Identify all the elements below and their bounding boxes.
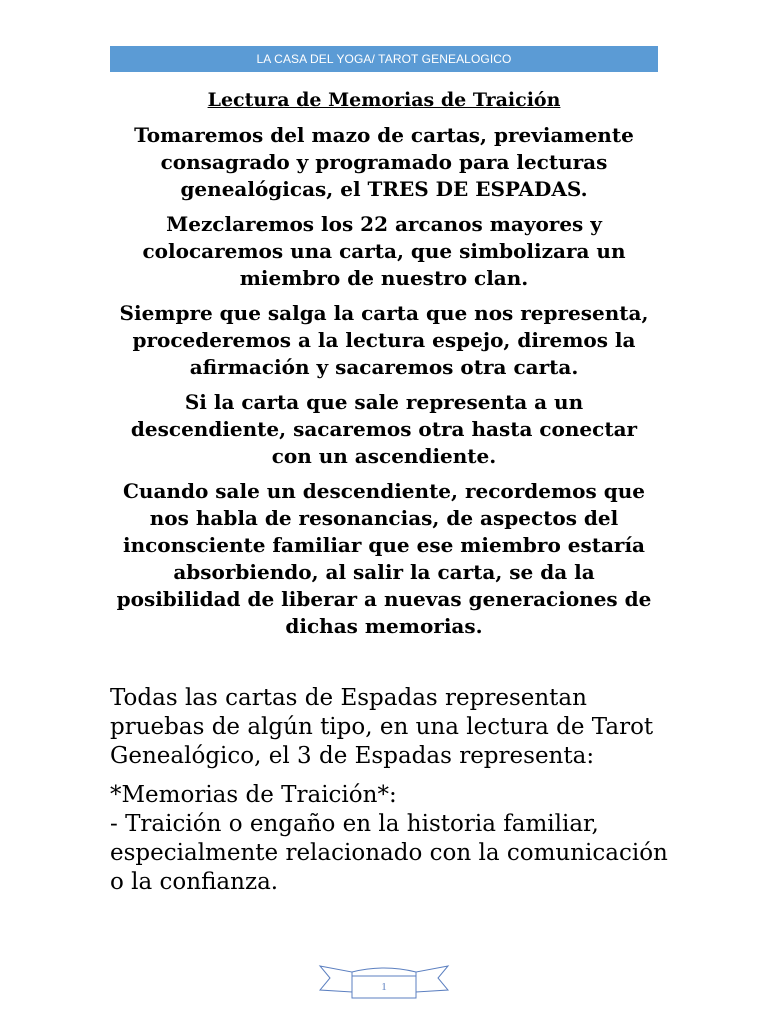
body-section [110,684,670,907]
document-title: Lectura de Memorias de Traición [207,89,561,111]
paragraph-1: Tomaremos del mazo de cartas, previamente consagrado y programado para lecturas genealógicas, el TRES DE ESPADAS. [134,122,634,201]
body-heading: *Memorias de Traición*: [110,782,397,808]
body-item: - Traición o engaño en la historia familiar, especialmente relacionado con la comunicación o la confianza. [110,811,668,895]
paragraph-3: Siempre que salga la carta que nos representa, procederemos a la lectura espejo, diremos la afirmación y sacaremos otra carta. [119,300,649,379]
page-number: 1 [381,981,387,993]
paragraph-2: Mezclaremos los 22 arcanos mayores y colocaremos una carta, que simbolizara un miembro de nuestro clan. [142,211,626,290]
document-header-bar [110,46,658,72]
paragraph-5: Cuando sale un descendiente, recordemos que nos habla de resonancias, de aspectos del inconsciente familiar que ese miembro estaría absorbiendo, al salir la carta, se da la posibilidad de liberar a nuevas generaciones de dichas memorias. [116,478,652,638]
page-footer [318,962,450,1002]
header-text: LA CASA DEL YOGA/ TAROT GENEALOGICO [256,52,512,66]
body-intro: Todas las cartas de Espadas representan pruebas de algún tipo, en una lectura de Tarot Genealógico, el 3 de Espadas representa: [110,685,654,769]
paragraph-4: Si la carta que sale representa a un descendiente, sacaremos otra hasta conectar con un ascendiente. [130,389,638,468]
main-content [110,88,658,648]
